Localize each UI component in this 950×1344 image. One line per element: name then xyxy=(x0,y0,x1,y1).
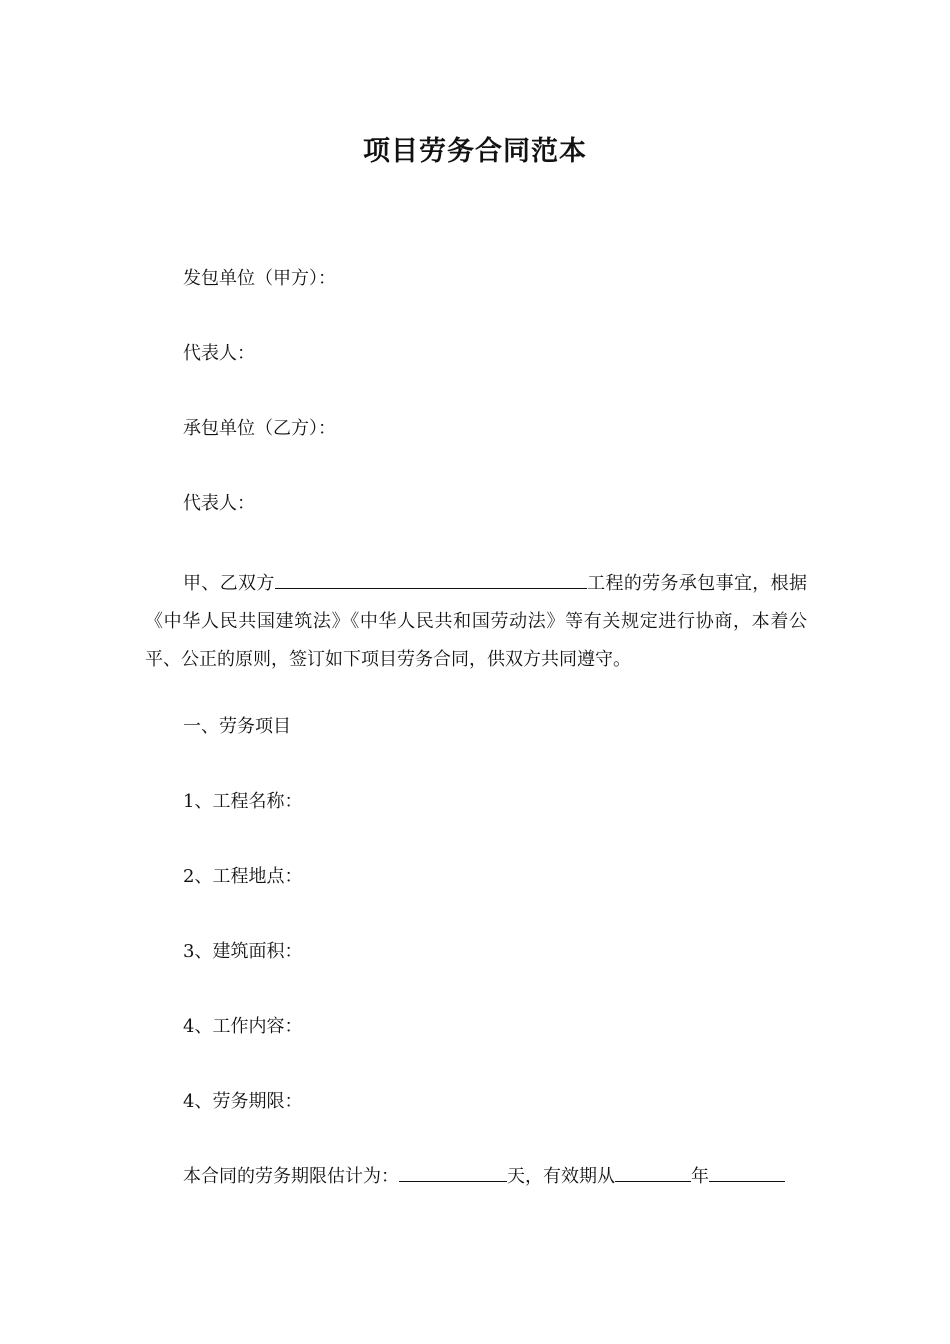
year-blank xyxy=(615,1163,691,1182)
document-title: 项目劳务合同范本 xyxy=(363,136,587,167)
building-area-label: 3、建筑面积： xyxy=(183,941,303,962)
contract-intro-paragraph xyxy=(145,565,807,679)
project-name-label: 1、工程名称： xyxy=(183,791,303,812)
labor-term-label: 4、劳务期限： xyxy=(183,1091,303,1112)
days-blank xyxy=(399,1163,507,1182)
term-days-text: 天，有效期从 xyxy=(507,1166,615,1187)
month-blank xyxy=(709,1163,785,1182)
work-content-label: 4、工作内容： xyxy=(183,1016,303,1037)
section-heading-labor-items: 一、劳务项目 xyxy=(183,716,291,737)
term-year-text: 年 xyxy=(691,1166,709,1187)
party-b-label: 承包单位（乙方）： xyxy=(183,418,336,439)
labor-term-line xyxy=(183,1163,785,1190)
project-name-blank xyxy=(275,570,587,589)
party-b-representative-label: 代表人： xyxy=(183,493,255,514)
intro-prefix: 甲、乙双方 xyxy=(183,573,275,594)
project-location-label: 2、工程地点： xyxy=(183,866,303,887)
party-a-representative-label: 代表人： xyxy=(183,343,255,364)
term-prefix: 本合同的劳务期限估计为： xyxy=(183,1166,399,1187)
party-a-label: 发包单位（甲方）： xyxy=(183,268,336,289)
intro-suffix: 工程的劳务承包事宜，根据《中华人民共国建筑法》《中华人民共和国劳动法》等有关规定进行协商，本着公平、公正的原则，签订如下项目劳务合同，供双方共同遵守。 xyxy=(145,573,807,670)
